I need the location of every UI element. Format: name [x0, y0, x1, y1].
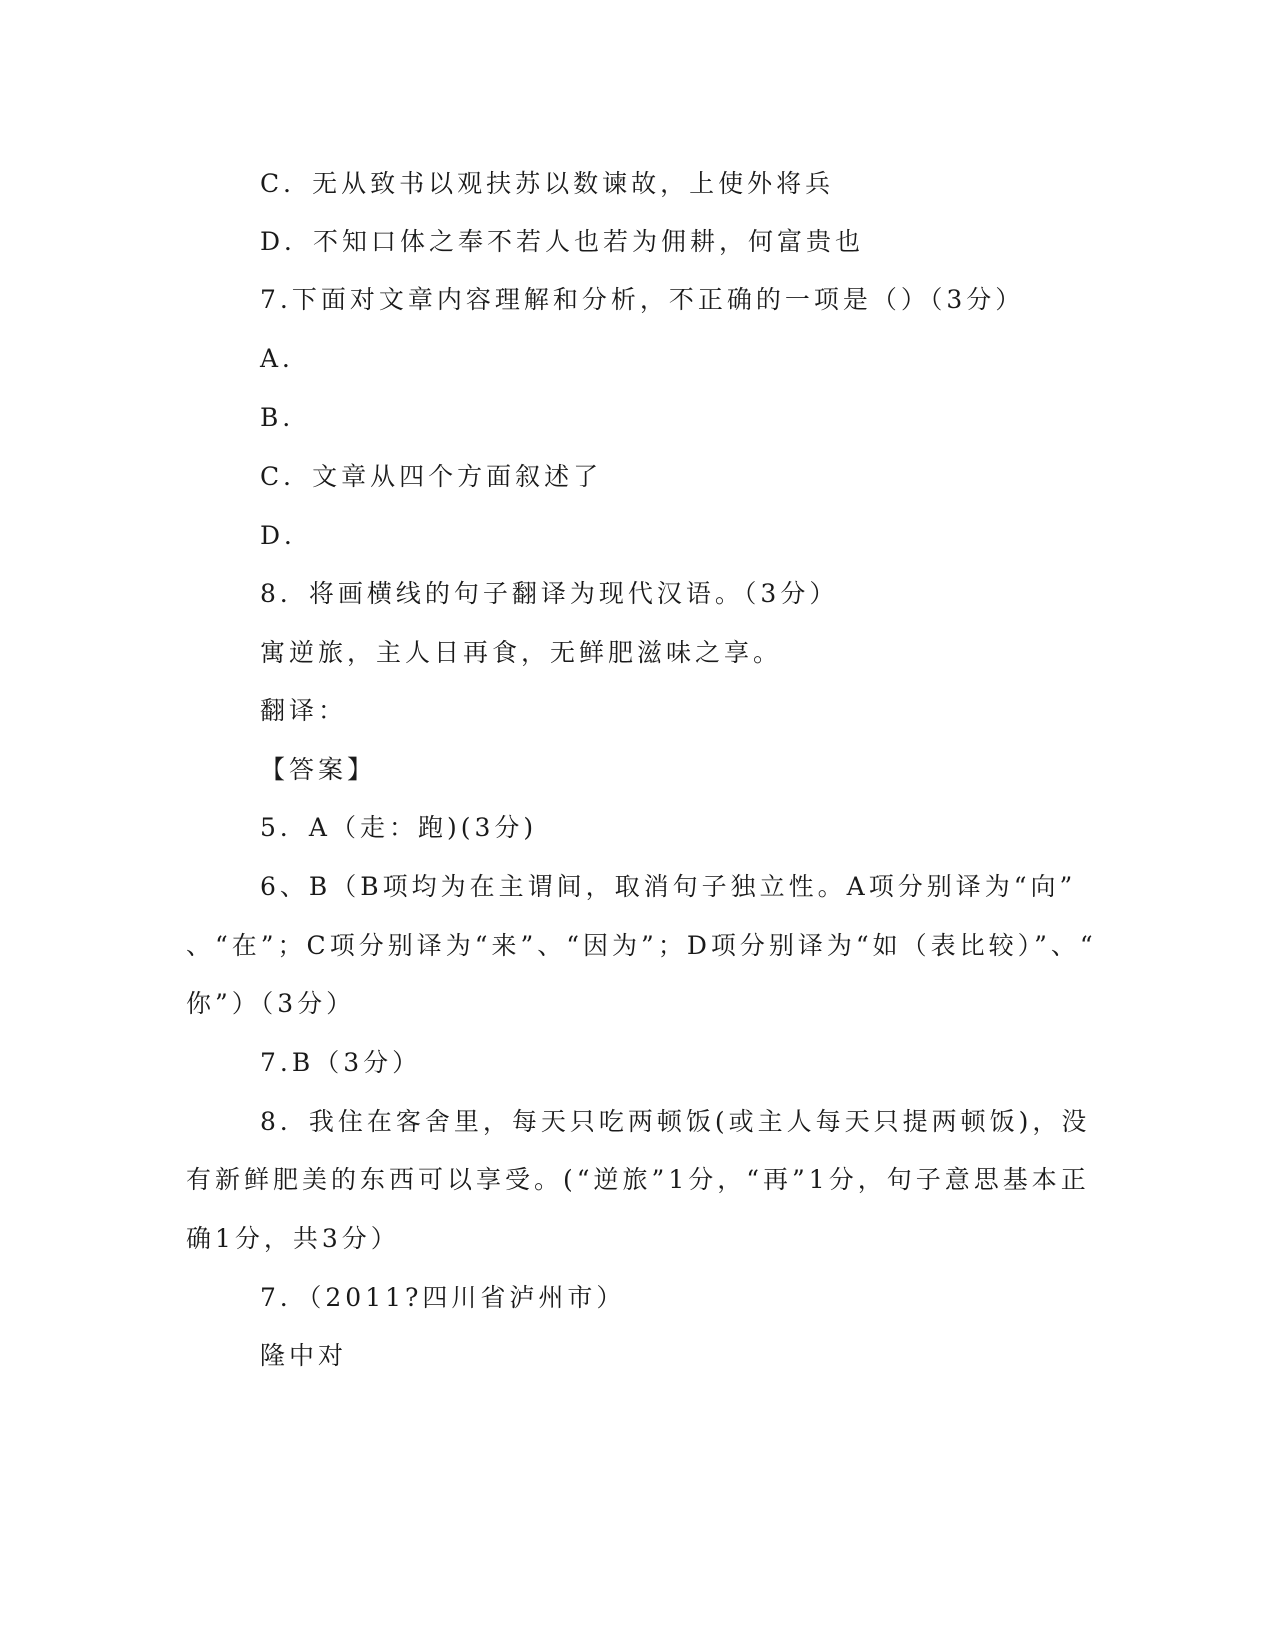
q7-option-b-line: B． [260, 403, 312, 432]
q7-option-d-line: D． [260, 521, 314, 550]
answer-7-line: 7.B（3分） [260, 1048, 422, 1077]
option-c-line: C．无从致书以观扶苏以数谏故，上使外将兵 [260, 169, 835, 198]
answer-heading-line: 【答案】 [260, 755, 377, 784]
answer-6-line-2: 、“在”；C项分别译为“来”、“因为”；D项分别译为“如（表比较）”、“ [186, 931, 1097, 960]
option-d-line: D．不知口体之奉不若人也若为佣耕，何富贵也 [260, 227, 865, 256]
question-7-line: 7.下面对文章内容理解和分析，不正确的一项是（）（3分） [260, 285, 1025, 314]
answer-6-line-3: 你”）（3分） [186, 989, 356, 1018]
answer-8-line-2: 有新鲜肥美的东西可以享受。(“逆旅”1分，“再”1分，句子意思基本正 [186, 1165, 1090, 1194]
q7-option-c-line: C．文章从四个方面叙述了 [260, 462, 603, 491]
answer-6-line-1: 6、B（B项均为在主谓间，取消句子独立性。A项分别译为“向” [260, 872, 1077, 901]
answer-8-line-3: 确1分，共3分） [186, 1224, 400, 1253]
answer-8-line-1: 8．我住在客舍里，每天只吃两顿饭(或主人每天只提两顿饭)，没 [260, 1107, 1091, 1136]
question-8-line: 8．将画横线的句子翻译为现代汉语。（3分） [260, 579, 839, 608]
q7-option-a-line: A． [260, 344, 312, 373]
answer-5-line: 5．A（走：跑)(3分) [260, 813, 538, 842]
translation-label-line: 翻译： [260, 696, 348, 725]
section-7-heading-line: 7．（2011?四川省泸州市） [260, 1283, 626, 1312]
q8-sentence-line: 寓逆旅，主人日再食，无鲜肥滋味之享。 [260, 638, 783, 667]
title-longzhongdui-line: 隆中对 [260, 1341, 348, 1370]
